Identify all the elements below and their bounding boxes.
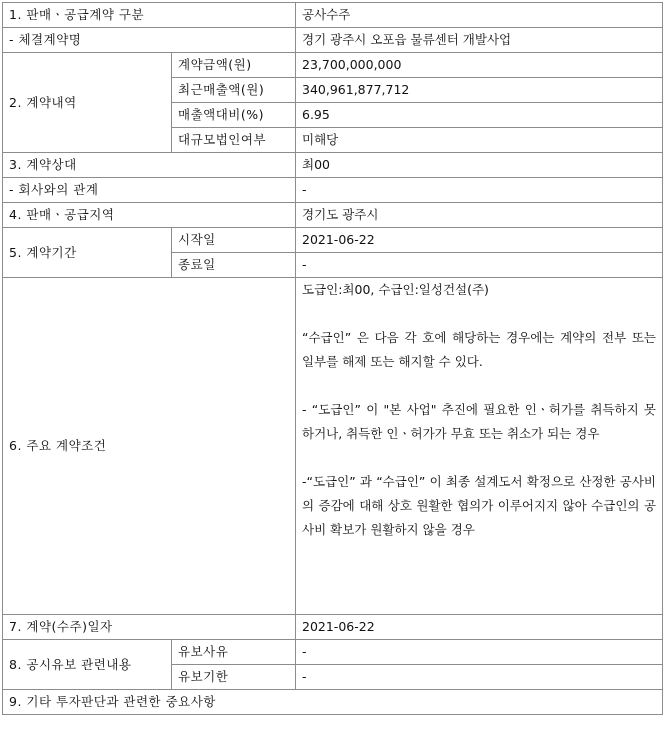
relationship-value: - <box>296 178 663 203</box>
sales-ratio-label: 매출액대비(%) <box>172 103 296 128</box>
row-contract-type <box>3 3 663 28</box>
recent-sales-label: 최근매출액(원) <box>172 78 296 103</box>
other-matters-label: 9. 기타 투자판단과 관련한 중요사항 <box>3 690 663 715</box>
row-relationship <box>3 178 663 203</box>
contract-date-value: 2021-06-22 <box>296 615 663 640</box>
row-contract-amount <box>3 53 663 78</box>
contract-disclosure-table <box>2 2 663 715</box>
supply-region-value: 경기도 광주시 <box>296 203 663 228</box>
deferral-reason-value: - <box>296 640 663 665</box>
deferral-deadline-value: - <box>296 665 663 690</box>
end-date-value: - <box>296 253 663 278</box>
large-corp-label: 대규모법인여부 <box>172 128 296 153</box>
main-conditions-label: 6. 주요 계약조건 <box>3 278 296 615</box>
large-corp-value: 미해당 <box>296 128 663 153</box>
contract-amount-label: 계약금액(원) <box>172 53 296 78</box>
contract-name-value: 경기 광주시 오포읍 물류센터 개발사업 <box>296 28 663 53</box>
row-supply-region <box>3 203 663 228</box>
contract-period-label: 5. 계약기간 <box>3 228 172 278</box>
deferral-reason-label: 유보사유 <box>172 640 296 665</box>
contract-amount-value: 23,700,000,000 <box>296 53 663 78</box>
counterparty-label: 3. 계약상대 <box>3 153 296 178</box>
contract-type-value: 공사수주 <box>296 3 663 28</box>
conditions-permit-clause: - “도급인” 이 "본 사업" 추진에 필요한 인ㆍ허가를 취득하지 못하거나, 취득한 인ㆍ허가가 무효 또는 취소가 되는 경우 <box>302 402 656 441</box>
supply-region-label: 4. 판매ㆍ공급지역 <box>3 203 296 228</box>
conditions-termination-clause: “수급인” 은 다음 각 호에 해당하는 경우에는 계약의 전부 또는 일부를 해제 또는 해지할 수 있다. <box>302 330 656 369</box>
conditions-parties: 도급인:최00, 수급인:일성건설(주) <box>302 282 489 297</box>
row-contract-name <box>3 28 663 53</box>
row-contract-date <box>3 615 663 640</box>
main-conditions-value <box>296 278 663 615</box>
counterparty-value: 최00 <box>296 153 663 178</box>
row-counterparty <box>3 153 663 178</box>
disclosure-deferral-label: 8. 공시유보 관련내용 <box>3 640 172 690</box>
start-date-label: 시작일 <box>172 228 296 253</box>
row-start-date <box>3 228 663 253</box>
relationship-label: - 회사와의 관계 <box>3 178 296 203</box>
start-date-value: 2021-06-22 <box>296 228 663 253</box>
contract-type-label: 1. 판매ㆍ공급계약 구분 <box>3 3 296 28</box>
contract-date-label: 7. 계약(수주)일자 <box>3 615 296 640</box>
row-other-matters <box>3 690 663 715</box>
row-main-conditions <box>3 278 663 615</box>
sales-ratio-value: 6.95 <box>296 103 663 128</box>
recent-sales-value: 340,961,877,712 <box>296 78 663 103</box>
deferral-deadline-label: 유보기한 <box>172 665 296 690</box>
contract-name-label: - 체결계약명 <box>3 28 296 53</box>
conditions-cost-clause: -“도급인” 과 “수급인” 이 최종 설계도서 확정으로 산정한 공사비의 증감에 대해 상호 원활한 협의가 이루어지지 않아 수급인의 공사비 확보가 원활하지 않을 경우 <box>302 474 656 537</box>
end-date-label: 종료일 <box>172 253 296 278</box>
row-deferral-reason <box>3 640 663 665</box>
contract-details-label: 2. 계약내역 <box>3 53 172 153</box>
